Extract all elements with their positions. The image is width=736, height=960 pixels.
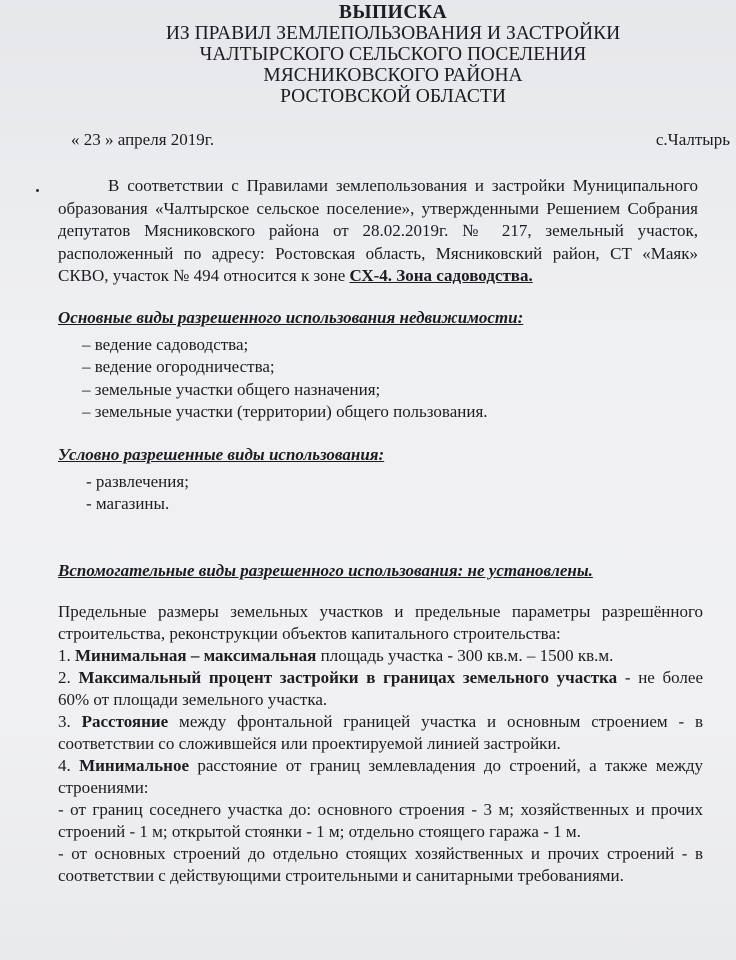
- auxiliary-uses-heading: Вспомогательные виды разрешенного использования: не установлены.: [58, 560, 593, 580]
- limits-section: [58, 601, 703, 887]
- intro-text: В соответствии с Правилами землепользования и застройки Муниципального образования «Чалтырское сельское поселение», утвержденными Решением Собрания депутатов Мясниковского района от 28.02.2019г. № 217, земельный участок, расположенный по адресу: Ростовская область, Мясниковский район, СТ «Маяк» СКВО, участок № 494 относится к зоне: [58, 176, 698, 285]
- title-line: МЯСНИКОВСКОГО РАЙОНА: [263, 65, 523, 86]
- document-title: [78, 2, 708, 107]
- document-date: « 23 » апреля 2019г.: [71, 130, 215, 149]
- limit-detail: - от границ соседнего участка до: основного строения - 3 м; хозяйственных и прочих строений - 1 м; открытой стоянки - 1 м; отдельно стоящего гаража - 1 м.: [58, 799, 703, 841]
- title-line: ИЗ ПРАВИЛ ЗЕМЛЕПОЛЬЗОВАНИЯ И ЗАСТРОЙКИ: [165, 23, 621, 44]
- limit-item: 3. Расстояние между фронтальной границей участка и основным строением - в соответствии со сложившейся или проектируемой линией застройки.: [58, 711, 703, 753]
- list-item: – ведение садоводства;: [82, 334, 249, 354]
- date-line: [58, 130, 730, 152]
- list-item: - развлечения;: [86, 471, 189, 491]
- conditional-uses-heading: Условно разрешенные виды использования:: [58, 444, 385, 464]
- intro-paragraph: [58, 175, 698, 288]
- limits-intro: Предельные размеры земельных участков и предельные параметры разрешённого строительства, реконструкции объектов капитального строительства:: [58, 601, 703, 643]
- limit-item: 2. Максимальный процент застройки в границах земельного участка - не более 60% от площади земельного участка.: [58, 667, 704, 709]
- stray-mark: [36, 189, 39, 192]
- zone-name: СХ-4. Зона садоводства.: [349, 266, 533, 285]
- document-body: [58, 0, 730, 887]
- conditional-uses-list: [58, 471, 708, 516]
- document-place: с.Чалтырь: [655, 130, 730, 149]
- main-uses-list: [58, 334, 708, 424]
- title-line: ЧАЛТЫРСКОГО СЕЛЬСКОГО ПОСЕЛЕНИЯ: [199, 44, 587, 65]
- title-line: РОСТОВСКОЙ ОБЛАСТИ: [280, 86, 506, 107]
- list-item: – ведение огородничества;: [82, 357, 275, 376]
- list-item: – земельные участки (территории) общего пользования.: [82, 402, 488, 421]
- limit-item: 4. Минимальное расстояние от границ землевладения до строений, а также между строениями:: [58, 755, 704, 797]
- main-uses-heading: Основные виды разрешенного использования недвижимости:: [58, 307, 524, 327]
- title-line: ВЫПИСКА: [338, 2, 448, 23]
- limit-detail: - от основных строений до отдельно стоящих хозяйственных и прочих строений - в соответствии с действующими строительными и санитарными требованиями.: [58, 843, 703, 885]
- limit-item: 1. Минимальная – максимальная площадь участка - 300 кв.м. – 1500 кв.м.: [58, 645, 614, 665]
- list-item: - магазины.: [86, 494, 170, 513]
- list-item: – земельные участки общего назначения;: [82, 379, 381, 399]
